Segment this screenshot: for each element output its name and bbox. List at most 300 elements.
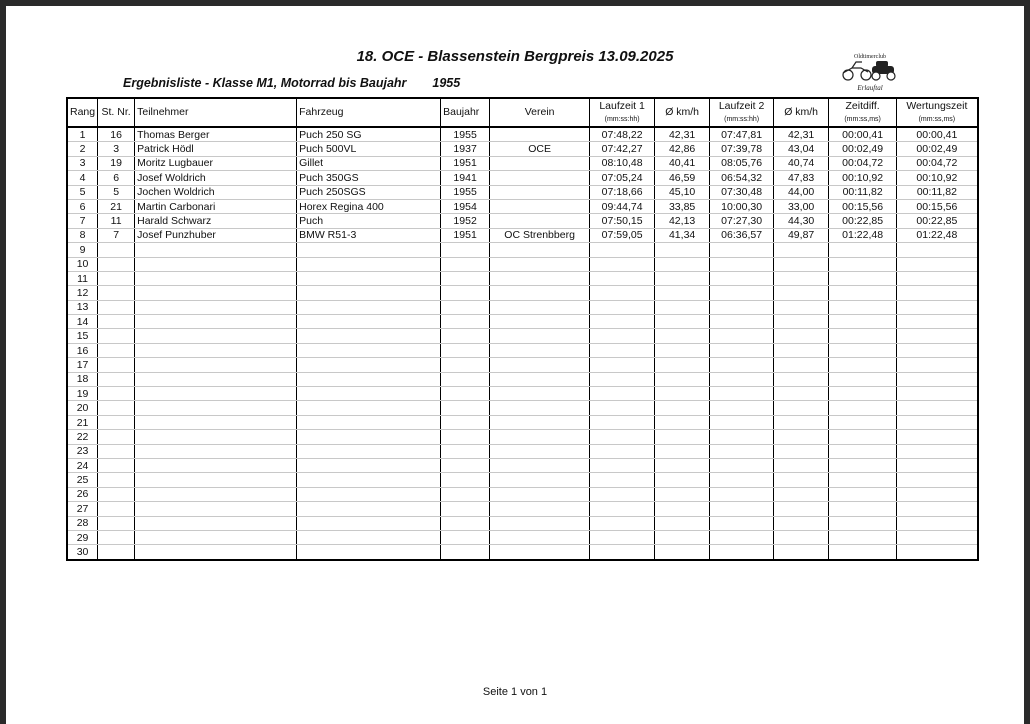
column-header-label: Ø km/h	[784, 106, 819, 118]
cell-kmh-2	[774, 458, 829, 472]
cell-zeitdiff	[829, 315, 897, 329]
cell-verein	[490, 343, 590, 357]
column-header-laufzeit-2	[710, 98, 774, 127]
cell-kmh-2	[774, 286, 829, 300]
cell-teilnehmer	[135, 487, 297, 501]
cell-baujahr	[441, 444, 490, 458]
cell-rang: 5	[67, 185, 98, 199]
cell-rang: 18	[67, 372, 98, 386]
page-footer: Seite 1 von 1	[482, 686, 548, 698]
column-header-wertungszeit	[897, 98, 978, 127]
cell-teilnehmer: Patrick Hödl	[135, 142, 297, 156]
cell-teilnehmer	[135, 387, 297, 401]
cell-teilnehmer	[135, 343, 297, 357]
column-header-laufzeit-1	[590, 98, 655, 127]
cell-verein	[490, 199, 590, 213]
cell-kmh-1	[655, 430, 710, 444]
cell-laufzeit-1	[590, 286, 655, 300]
cell-verein	[490, 372, 590, 386]
cell-kmh-2: 42,31	[774, 127, 829, 142]
cell-laufzeit-1: 09:44,74	[590, 199, 655, 213]
cell-verein	[490, 444, 590, 458]
cell-fahrzeug	[297, 300, 441, 314]
cell-zeitdiff	[829, 516, 897, 530]
cell-st-nr: 5	[98, 185, 135, 199]
cell-baujahr	[441, 545, 490, 560]
cell-baujahr	[441, 430, 490, 444]
cell-verein	[490, 286, 590, 300]
cell-laufzeit-1	[590, 315, 655, 329]
cell-kmh-2	[774, 530, 829, 544]
cell-laufzeit-2: 06:36,57	[710, 228, 774, 242]
cell-verein	[490, 171, 590, 185]
cell-laufzeit-2	[710, 530, 774, 544]
cell-verein	[490, 545, 590, 560]
cell-kmh-2: 44,00	[774, 185, 829, 199]
cell-kmh-1	[655, 257, 710, 271]
cell-laufzeit-1: 07:59,05	[590, 228, 655, 242]
cell-laufzeit-2: 07:39,78	[710, 142, 774, 156]
cell-st-nr	[98, 415, 135, 429]
table-row	[67, 185, 978, 199]
column-header-unit: (mm:ss:hh)	[724, 115, 760, 123]
page-subtitle	[123, 76, 460, 90]
cell-zeitdiff	[829, 271, 897, 285]
cell-rang: 17	[67, 358, 98, 372]
cell-baujahr: 1955	[441, 185, 490, 199]
cell-zeitdiff	[829, 286, 897, 300]
cell-laufzeit-2	[710, 286, 774, 300]
subtitle-text: Ergebnisliste - Klasse M1, Motorrad bis Baujahr	[123, 76, 407, 90]
column-header-label: Ø km/h	[665, 106, 700, 118]
cell-verein	[490, 315, 590, 329]
page-title: 18. OCE - Blassenstein Bergpreis 13.09.2025	[356, 48, 674, 65]
cell-laufzeit-2	[710, 430, 774, 444]
cell-fahrzeug	[297, 530, 441, 544]
cell-laufzeit-1: 07:48,22	[590, 127, 655, 142]
cell-rang: 12	[67, 286, 98, 300]
cell-rang: 9	[67, 243, 98, 257]
cell-rang: 6	[67, 199, 98, 213]
cell-kmh-2	[774, 502, 829, 516]
cell-teilnehmer	[135, 286, 297, 300]
club-logo	[828, 48, 912, 94]
cell-zeitdiff	[829, 430, 897, 444]
cell-teilnehmer	[135, 516, 297, 530]
cell-kmh-2	[774, 444, 829, 458]
cell-verein	[490, 502, 590, 516]
cell-st-nr	[98, 430, 135, 444]
cell-verein	[490, 487, 590, 501]
cell-st-nr	[98, 315, 135, 329]
cell-wertungszeit	[897, 545, 978, 560]
cell-st-nr	[98, 271, 135, 285]
cell-kmh-1: 45,10	[655, 185, 710, 199]
cell-kmh-2	[774, 343, 829, 357]
cell-teilnehmer	[135, 530, 297, 544]
cell-teilnehmer: Josef Punzhuber	[135, 228, 297, 242]
cell-laufzeit-1	[590, 401, 655, 415]
cell-zeitdiff	[829, 372, 897, 386]
cell-baujahr	[441, 415, 490, 429]
cell-wertungszeit	[897, 286, 978, 300]
cell-fahrzeug	[297, 271, 441, 285]
column-header-st-nr	[98, 98, 135, 127]
cell-zeitdiff: 00:02,49	[829, 142, 897, 156]
cell-baujahr	[441, 271, 490, 285]
cell-laufzeit-1	[590, 415, 655, 429]
column-header-label: Rang	[70, 106, 96, 118]
cell-kmh-1	[655, 300, 710, 314]
cell-laufzeit-2: 06:54,32	[710, 171, 774, 185]
cell-wertungszeit	[897, 300, 978, 314]
column-header-label: Laufzeit 2	[718, 99, 765, 112]
cell-wertungszeit	[897, 473, 978, 487]
cell-wertungszeit	[897, 516, 978, 530]
cell-kmh-1: 33,85	[655, 199, 710, 213]
cell-kmh-1	[655, 315, 710, 329]
cell-kmh-2	[774, 401, 829, 415]
cell-zeitdiff: 00:15,56	[829, 199, 897, 213]
cell-zeitdiff: 00:00,41	[829, 127, 897, 142]
cell-teilnehmer	[135, 372, 297, 386]
cell-laufzeit-1	[590, 387, 655, 401]
cell-verein	[490, 300, 590, 314]
cell-teilnehmer	[135, 502, 297, 516]
cell-kmh-1	[655, 415, 710, 429]
cell-baujahr: 1951	[441, 228, 490, 242]
cell-wertungszeit: 00:22,85	[897, 214, 978, 228]
cell-rang: 7	[67, 214, 98, 228]
logo-bottom-text: Erlauftal	[857, 84, 883, 92]
cell-fahrzeug	[297, 372, 441, 386]
cell-laufzeit-1	[590, 358, 655, 372]
cell-st-nr: 19	[98, 156, 135, 170]
cell-zeitdiff	[829, 358, 897, 372]
table-row	[67, 343, 978, 357]
cell-zeitdiff	[829, 487, 897, 501]
table-row	[67, 243, 978, 257]
cell-laufzeit-2	[710, 358, 774, 372]
column-header-label: Zeitdiff.	[845, 99, 880, 112]
cell-baujahr	[441, 300, 490, 314]
cell-st-nr	[98, 358, 135, 372]
cell-kmh-1: 40,41	[655, 156, 710, 170]
cell-zeitdiff	[829, 545, 897, 560]
cell-wertungszeit: 00:02,49	[897, 142, 978, 156]
cell-baujahr	[441, 458, 490, 472]
cell-fahrzeug	[297, 401, 441, 415]
cell-laufzeit-1	[590, 257, 655, 271]
cell-teilnehmer: Martin Carbonari	[135, 199, 297, 213]
cell-verein	[490, 127, 590, 142]
cell-wertungszeit	[897, 243, 978, 257]
cell-laufzeit-2	[710, 458, 774, 472]
cell-laufzeit-1: 08:10,48	[590, 156, 655, 170]
cell-st-nr	[98, 487, 135, 501]
cell-zeitdiff: 01:22,48	[829, 228, 897, 242]
table-row	[67, 387, 978, 401]
cell-zeitdiff	[829, 257, 897, 271]
table-row	[67, 156, 978, 170]
cell-wertungszeit	[897, 401, 978, 415]
cell-st-nr	[98, 458, 135, 472]
cell-baujahr: 1941	[441, 171, 490, 185]
cell-zeitdiff	[829, 243, 897, 257]
cell-verein	[490, 214, 590, 228]
cell-wertungszeit	[897, 257, 978, 271]
cell-kmh-1	[655, 444, 710, 458]
cell-fahrzeug	[297, 473, 441, 487]
cell-kmh-1: 46,59	[655, 171, 710, 185]
cell-baujahr	[441, 502, 490, 516]
cell-laufzeit-2	[710, 415, 774, 429]
table-row	[67, 545, 978, 560]
cell-fahrzeug: Puch 250SGS	[297, 185, 441, 199]
cell-laufzeit-1	[590, 243, 655, 257]
cell-kmh-2: 33,00	[774, 199, 829, 213]
cell-zeitdiff	[829, 458, 897, 472]
table-row	[67, 199, 978, 213]
cell-zeitdiff	[829, 401, 897, 415]
table-header-row	[67, 98, 978, 127]
cell-zeitdiff	[829, 387, 897, 401]
cell-wertungszeit: 00:00,41	[897, 127, 978, 142]
table-row	[67, 516, 978, 530]
cell-baujahr	[441, 487, 490, 501]
document-page	[6, 6, 1024, 724]
cell-kmh-2: 49,87	[774, 228, 829, 242]
cell-kmh-1	[655, 387, 710, 401]
cell-kmh-1	[655, 343, 710, 357]
cell-teilnehmer: Thomas Berger	[135, 127, 297, 142]
cell-fahrzeug	[297, 502, 441, 516]
cell-kmh-2: 44,30	[774, 214, 829, 228]
cell-laufzeit-1: 07:50,15	[590, 214, 655, 228]
cell-verein	[490, 473, 590, 487]
cell-laufzeit-1	[590, 372, 655, 386]
cell-kmh-1	[655, 329, 710, 343]
cell-rang: 25	[67, 473, 98, 487]
cell-laufzeit-2	[710, 343, 774, 357]
cell-st-nr	[98, 473, 135, 487]
table-row	[67, 228, 978, 242]
cell-kmh-1	[655, 243, 710, 257]
table-row	[67, 444, 978, 458]
cell-laufzeit-2	[710, 243, 774, 257]
cell-teilnehmer	[135, 257, 297, 271]
column-header-baujahr	[441, 98, 490, 127]
cell-fahrzeug: Horex Regina 400	[297, 199, 441, 213]
cell-rang: 24	[67, 458, 98, 472]
cell-verein	[490, 458, 590, 472]
cell-wertungszeit	[897, 530, 978, 544]
cell-laufzeit-1	[590, 343, 655, 357]
column-header-rang	[67, 98, 98, 127]
cell-kmh-2	[774, 257, 829, 271]
cell-verein	[490, 387, 590, 401]
cell-fahrzeug: BMW R51-3	[297, 228, 441, 242]
cell-laufzeit-1: 07:18,66	[590, 185, 655, 199]
cell-wertungszeit: 00:11,82	[897, 185, 978, 199]
cell-laufzeit-1	[590, 545, 655, 560]
cell-laufzeit-2	[710, 516, 774, 530]
cell-teilnehmer	[135, 458, 297, 472]
column-header-label: Baujahr	[443, 106, 480, 118]
column-header-unit: (mm:ss:hh)	[604, 115, 640, 123]
cell-baujahr	[441, 387, 490, 401]
table-row	[67, 214, 978, 228]
cell-kmh-1: 42,86	[655, 142, 710, 156]
cell-baujahr	[441, 315, 490, 329]
cell-kmh-1	[655, 372, 710, 386]
cell-wertungszeit	[897, 315, 978, 329]
cell-kmh-2	[774, 545, 829, 560]
cell-baujahr	[441, 343, 490, 357]
cell-laufzeit-1	[590, 444, 655, 458]
table-row	[67, 372, 978, 386]
cell-teilnehmer: Jochen Woldrich	[135, 185, 297, 199]
cell-wertungszeit	[897, 430, 978, 444]
cell-rang: 19	[67, 387, 98, 401]
cell-fahrzeug	[297, 315, 441, 329]
cell-verein	[490, 401, 590, 415]
cell-kmh-1	[655, 401, 710, 415]
cell-kmh-2: 43,04	[774, 142, 829, 156]
cell-verein	[490, 415, 590, 429]
column-header-label: Laufzeit 1	[599, 99, 645, 112]
cell-rang: 15	[67, 329, 98, 343]
column-header-fahrzeug	[297, 98, 441, 127]
cell-laufzeit-2	[710, 473, 774, 487]
cell-kmh-1	[655, 286, 710, 300]
cell-wertungszeit: 01:22,48	[897, 228, 978, 242]
cell-teilnehmer: Moritz Lugbauer	[135, 156, 297, 170]
column-header-label: Teilnehmer	[137, 106, 189, 118]
cell-zeitdiff	[829, 444, 897, 458]
cell-fahrzeug	[297, 444, 441, 458]
cell-st-nr	[98, 516, 135, 530]
cell-rang: 2	[67, 142, 98, 156]
column-header-kmh-2	[774, 98, 829, 127]
cell-st-nr: 6	[98, 171, 135, 185]
cell-kmh-2	[774, 315, 829, 329]
cell-baujahr	[441, 358, 490, 372]
cell-kmh-2: 47,83	[774, 171, 829, 185]
column-header-label: Wertungszeit	[906, 99, 968, 112]
cell-wertungszeit	[897, 444, 978, 458]
cell-laufzeit-2	[710, 401, 774, 415]
cell-laufzeit-1	[590, 271, 655, 285]
table-row	[67, 127, 978, 142]
cell-st-nr	[98, 372, 135, 386]
cell-fahrzeug	[297, 430, 441, 444]
cell-fahrzeug	[297, 458, 441, 472]
cell-teilnehmer: Harald Schwarz	[135, 214, 297, 228]
cell-kmh-2	[774, 243, 829, 257]
cell-laufzeit-2: 07:30,48	[710, 185, 774, 199]
cell-st-nr: 16	[98, 127, 135, 142]
cell-kmh-1	[655, 530, 710, 544]
cell-laufzeit-1	[590, 430, 655, 444]
column-header-kmh-1	[655, 98, 710, 127]
results-table	[66, 97, 979, 561]
cell-laufzeit-2	[710, 372, 774, 386]
cell-teilnehmer: Josef Woldrich	[135, 171, 297, 185]
cell-kmh-2	[774, 516, 829, 530]
cell-verein	[490, 185, 590, 199]
cell-fahrzeug: Puch	[297, 214, 441, 228]
cell-kmh-1	[655, 271, 710, 285]
cell-laufzeit-2	[710, 487, 774, 501]
cell-rang: 11	[67, 271, 98, 285]
cell-fahrzeug	[297, 545, 441, 560]
cell-st-nr	[98, 243, 135, 257]
cell-fahrzeug	[297, 286, 441, 300]
cell-wertungszeit	[897, 329, 978, 343]
cell-verein	[490, 257, 590, 271]
table-row	[67, 300, 978, 314]
cell-verein: OC Strenbberg	[490, 228, 590, 242]
cell-rang: 28	[67, 516, 98, 530]
cell-st-nr: 7	[98, 228, 135, 242]
cell-st-nr	[98, 444, 135, 458]
cell-verein	[490, 516, 590, 530]
cell-laufzeit-2	[710, 271, 774, 285]
table-row	[67, 286, 978, 300]
column-header-label: Fahrzeug	[299, 106, 344, 118]
cell-verein	[490, 358, 590, 372]
cell-kmh-1: 42,13	[655, 214, 710, 228]
cell-baujahr	[441, 516, 490, 530]
cell-laufzeit-2	[710, 329, 774, 343]
cell-st-nr: 21	[98, 199, 135, 213]
cell-laufzeit-1	[590, 530, 655, 544]
cell-verein	[490, 530, 590, 544]
cell-baujahr: 1951	[441, 156, 490, 170]
cell-zeitdiff	[829, 343, 897, 357]
cell-baujahr	[441, 243, 490, 257]
cell-fahrzeug	[297, 257, 441, 271]
cell-teilnehmer	[135, 473, 297, 487]
cell-teilnehmer	[135, 401, 297, 415]
cell-rang: 13	[67, 300, 98, 314]
cell-fahrzeug	[297, 415, 441, 429]
cell-kmh-2	[774, 473, 829, 487]
cell-wertungszeit	[897, 415, 978, 429]
cell-fahrzeug	[297, 358, 441, 372]
cell-zeitdiff: 00:04,72	[829, 156, 897, 170]
cell-verein	[490, 430, 590, 444]
cell-laufzeit-2	[710, 257, 774, 271]
cell-teilnehmer	[135, 444, 297, 458]
cell-laufzeit-1	[590, 329, 655, 343]
cell-kmh-2	[774, 430, 829, 444]
cell-kmh-1: 41,34	[655, 228, 710, 242]
cell-fahrzeug: Gillet	[297, 156, 441, 170]
column-header-label: St. Nr.	[101, 106, 131, 118]
cell-st-nr	[98, 343, 135, 357]
cell-kmh-2	[774, 271, 829, 285]
cell-zeitdiff: 00:22,85	[829, 214, 897, 228]
cell-kmh-2	[774, 300, 829, 314]
table-row	[67, 171, 978, 185]
cell-teilnehmer	[135, 545, 297, 560]
cell-laufzeit-2	[710, 300, 774, 314]
cell-laufzeit-2: 10:00,30	[710, 199, 774, 213]
cell-st-nr: 11	[98, 214, 135, 228]
cell-fahrzeug	[297, 516, 441, 530]
